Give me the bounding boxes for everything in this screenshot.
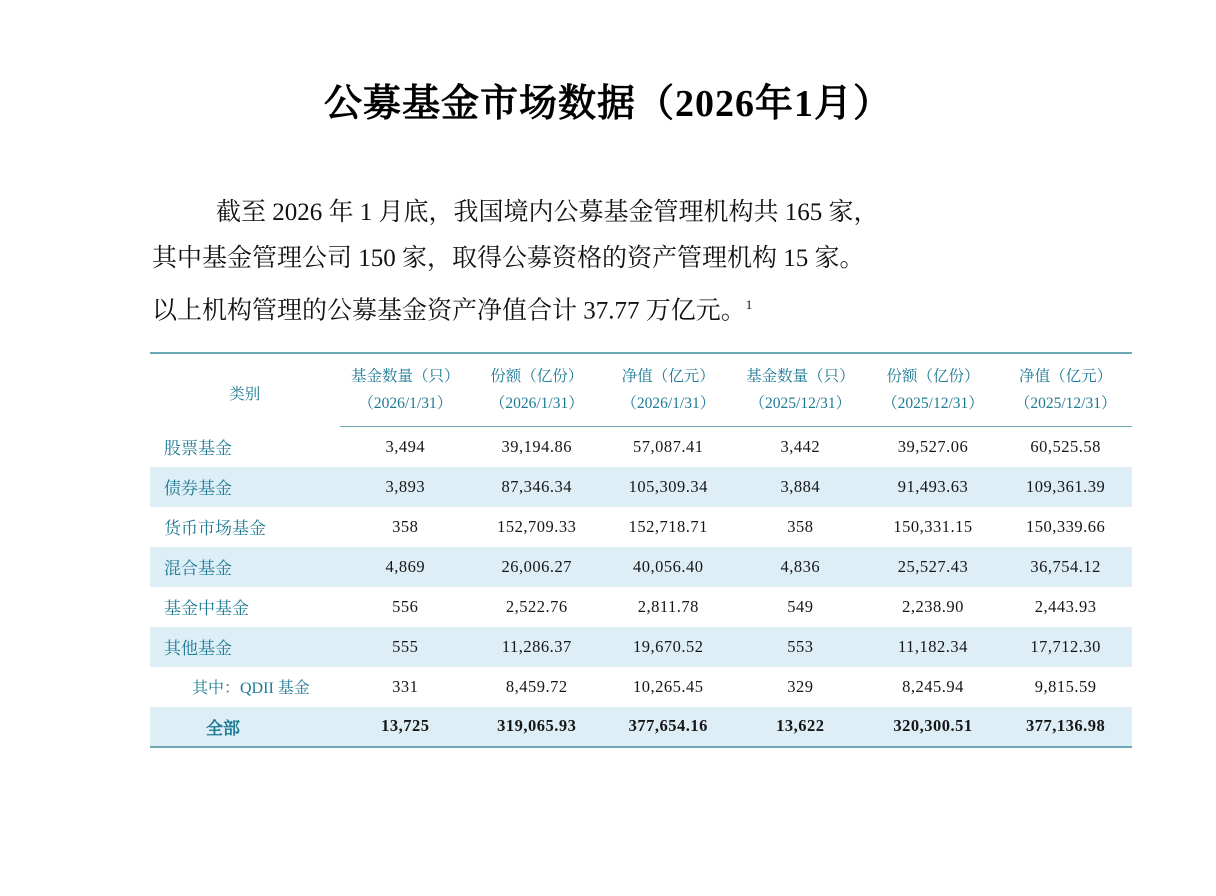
cell-nav-current: 57,087.41 — [633, 436, 704, 456]
cell-shares-current: 11,286.37 — [501, 636, 572, 656]
column-subheader-nav-current-date: （2026/1/31） — [603, 390, 735, 427]
footnote-marker: 1 — [745, 297, 753, 312]
cell-count-current: 331 — [392, 676, 419, 696]
table-header — [150, 353, 1132, 427]
cell-nav-current: 19,670.52 — [633, 636, 704, 656]
column-header-shares-current: 份额（亿份） — [471, 353, 603, 390]
cell-count-current: 556 — [392, 596, 419, 616]
cell-shares-previous: 320,300.51 — [867, 707, 1000, 747]
cell-shares-current: 87,346.34 — [501, 476, 573, 496]
row-category: 债券基金 — [164, 479, 232, 498]
column-subheader-shares-previous-date: （2025/12/31） — [867, 390, 1000, 427]
cell-nav-current: 152,718.71 — [628, 516, 708, 536]
table-row — [150, 507, 1132, 547]
table-row — [150, 627, 1132, 667]
cell-count-current: 555 — [392, 636, 419, 656]
page-title: 公募基金市场数据（2026年1月） — [323, 83, 892, 125]
paragraph-line-1 — [152, 190, 1072, 236]
column-subheader-count-current-date: （2026/1/31） — [340, 390, 472, 427]
cell-shares-current: 152,709.33 — [497, 516, 577, 536]
row-category: 其他基金 — [164, 639, 232, 658]
cell-count-current: 13,725 — [340, 707, 472, 747]
cell-nav-previous: 60,525.58 — [1030, 436, 1101, 456]
fund-data-table-wrapper — [150, 352, 1132, 748]
cell-count-current: 3,893 — [385, 476, 426, 496]
paragraph-line-3 — [152, 282, 1072, 334]
cell-count-previous: 3,442 — [780, 436, 821, 456]
intro-paragraph — [152, 190, 1072, 334]
table-row — [150, 427, 1132, 467]
cell-count-current: 358 — [392, 516, 419, 536]
cell-shares-current: 26,006.27 — [501, 556, 573, 576]
column-header-nav-current: 净值（亿元） — [603, 353, 735, 390]
paragraph-line-2: 其中基金管理公司 150 家，取得公募资格的资产管理机构 15 家。 — [152, 245, 865, 272]
cell-shares-current: 319,065.93 — [471, 707, 603, 747]
table-row-total — [150, 707, 1132, 747]
cell-count-previous: 13,622 — [734, 707, 867, 747]
cell-count-previous: 4,836 — [780, 556, 821, 576]
cell-nav-current: 2,811.78 — [637, 596, 699, 616]
cell-shares-current: 8,459.72 — [505, 676, 568, 696]
column-header-count-previous: 基金数量（只） — [734, 353, 867, 390]
cell-nav-current: 377,654.16 — [603, 707, 735, 747]
table-header-row-1 — [150, 353, 1132, 390]
cell-nav-previous: 377,136.98 — [999, 707, 1132, 747]
cell-nav-previous: 2,443.93 — [1034, 596, 1097, 616]
paragraph-line-3-text: 以上机构管理的公募基金资产净值合计 37.77 万亿元。 — [152, 297, 746, 325]
cell-count-previous: 549 — [787, 596, 814, 616]
row-category: 其中：QDII 基金 — [192, 680, 310, 697]
cell-shares-previous: 150,331.15 — [893, 516, 973, 536]
row-category: 货币市场基金 — [164, 519, 266, 538]
cell-nav-previous: 36,754.12 — [1030, 556, 1101, 576]
cell-shares-previous: 2,238.90 — [902, 596, 964, 616]
row-category: 混合基金 — [164, 559, 232, 578]
table-body — [150, 427, 1132, 747]
cell-nav-previous: 9,815.59 — [1034, 676, 1097, 696]
cell-shares-previous: 91,493.63 — [897, 476, 969, 496]
cell-nav-previous: 150,339.66 — [1026, 516, 1106, 536]
cell-shares-previous: 39,527.06 — [897, 436, 969, 456]
column-subheader-nav-previous-date: （2025/12/31） — [999, 390, 1132, 427]
column-subheader-shares-current-date: （2026/1/31） — [471, 390, 603, 427]
cell-shares-previous: 8,245.94 — [902, 676, 964, 696]
cell-count-previous: 329 — [787, 676, 814, 696]
column-header-count-current: 基金数量（只） — [340, 353, 472, 390]
cell-count-current: 3,494 — [385, 436, 426, 456]
cell-nav-current: 105,309.34 — [628, 476, 708, 496]
cell-count-previous: 3,884 — [780, 476, 821, 496]
cell-nav-previous: 109,361.39 — [1026, 476, 1106, 496]
table-row — [150, 547, 1132, 587]
table-row — [150, 467, 1132, 507]
cell-shares-previous: 11,182.34 — [898, 636, 968, 656]
column-subheader-count-previous-date: （2025/12/31） — [734, 390, 867, 427]
cell-count-previous: 358 — [787, 516, 814, 536]
row-category: 全部 — [150, 707, 340, 747]
column-header-nav-previous: 净值（亿元） — [999, 353, 1132, 390]
row-category: 基金中基金 — [164, 599, 249, 618]
cell-nav-previous: 17,712.30 — [1030, 636, 1101, 656]
cell-nav-current: 10,265.45 — [633, 676, 704, 696]
table-row — [150, 667, 1132, 707]
row-category: 股票基金 — [164, 439, 232, 458]
cell-shares-current: 39,194.86 — [501, 436, 573, 456]
cell-shares-previous: 25,527.43 — [897, 556, 969, 576]
column-header-shares-previous: 份额（亿份） — [867, 353, 1000, 390]
cell-count-current: 4,869 — [385, 556, 426, 576]
paragraph-line-1-text: 截至 2026 年 1 月底，我国境内公募基金管理机构共 165 家， — [216, 199, 879, 226]
column-header-category: 类别 — [150, 353, 340, 427]
cell-nav-current: 40,056.40 — [633, 556, 704, 576]
table-row — [150, 587, 1132, 627]
cell-shares-current: 2,522.76 — [505, 596, 568, 616]
cell-count-previous: 553 — [787, 636, 814, 656]
fund-data-table — [150, 352, 1132, 748]
